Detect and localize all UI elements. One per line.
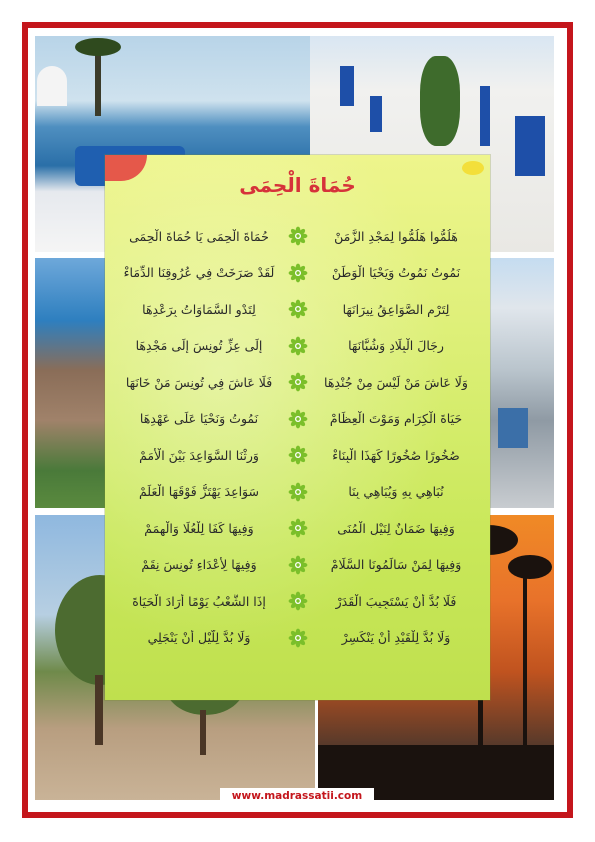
verse-row bbox=[113, 510, 482, 547]
photo-rocky-coast bbox=[35, 258, 110, 508]
verse-second-hemistich: نُبَاهِي بِهِ وَيُبَاهِي بِنَا bbox=[348, 484, 444, 500]
flower-separator-icon bbox=[286, 407, 310, 431]
verse-first-hemistich: وَفِيهَا كَفَا لِلْعُلَا وَالْهِمَمْ bbox=[144, 520, 254, 536]
verse-first-hemistich: وَرِثْنَا السَّوَاعِدَ بَيْنَ الْأُمَمْ bbox=[139, 447, 259, 463]
verse-second-hemistich: هَلُمُّوا هَلُمُّوا لِمَجْدِ الزَّمَنْ bbox=[334, 228, 458, 244]
verse-row bbox=[113, 401, 482, 438]
verse-second-hemistich: صُخُورًا صُخُورًا كَهَذَا الْبِنَاءْ bbox=[332, 447, 460, 463]
verse-second-hemistich: وَلَا عَاشَ مَنْ لَيْسَ مِنْ جُنْدِهَا bbox=[324, 374, 468, 390]
verse-second-hemistich: فَلَا بُدَّ أَنْ يَسْتَجِيبَ الْقَدَرْ bbox=[335, 593, 457, 609]
flower-separator-icon bbox=[286, 626, 310, 650]
poem-title: حُمَاةَ الْحِمَى bbox=[239, 173, 356, 197]
verse-row bbox=[113, 547, 482, 584]
verse-first-hemistich: لِتَدْوِ السَّمَاوَاتُ بِرَعْدِهَا bbox=[142, 301, 256, 317]
verse-row bbox=[113, 328, 482, 365]
verse-second-hemistich: لِتَرْمِ الصَّوَاعِقُ نِيرَانَهَا bbox=[342, 301, 450, 317]
verse-first-hemistich: وَلَا بُدَّ لِلَّيْلِ أَنْ يَنْجَلِي bbox=[147, 630, 251, 646]
verse-second-hemistich: وَلَا بُدَّ لِلْقَيْدِ أَنْ يَنْكَسِرْ bbox=[341, 630, 451, 646]
verse-first-hemistich: نَمُوتُ وَنَحْيَا عَلَى عَهْدِهَا bbox=[139, 411, 259, 427]
flower-separator-icon bbox=[286, 224, 310, 248]
flower-separator-icon bbox=[286, 589, 310, 613]
flower-separator-icon bbox=[286, 443, 310, 467]
verse-row bbox=[113, 437, 482, 474]
verse-second-hemistich: حَيَاةَ الْكِرَامِ وَمَوْتَ الْعِظَامْ bbox=[329, 411, 463, 427]
verse-first-hemistich: سَوَاعِدَ يَهْتَزُّ فَوْقَهَا الْعَلَمْ bbox=[138, 484, 259, 500]
flower-separator-icon bbox=[286, 297, 310, 321]
verse-second-hemistich: رِجَالَ الْبِلَادِ وَشُبَّانَهَا bbox=[348, 338, 444, 354]
verse-second-hemistich: وَفِيهَا ضَمَانٌ لِنَيْلِ الْمُنَى bbox=[337, 520, 455, 536]
verse-row bbox=[113, 291, 482, 328]
verse-first-hemistich: وَفِيهَا لِأَعْدَاءِ تُونِسَ نِقَمْ bbox=[141, 557, 257, 573]
verse-row bbox=[113, 620, 482, 657]
verse-second-hemistich: وَفِيهَا لِمَنْ سَالَمُونَا السَّلَامْ bbox=[330, 557, 462, 573]
poem-verses bbox=[113, 218, 482, 656]
poem-panel bbox=[105, 155, 490, 700]
flower-separator-icon bbox=[286, 480, 310, 504]
verse-row bbox=[113, 583, 482, 620]
verse-row bbox=[113, 218, 482, 255]
verse-first-hemistich: إِلَى عِزِّ تُونِسَ إِلَى مَجْدِهَا bbox=[135, 338, 263, 354]
website-link[interactable]: www.madrassatii.com bbox=[220, 788, 374, 804]
photo-arch-building bbox=[490, 258, 554, 508]
verse-row bbox=[113, 364, 482, 401]
verse-second-hemistich: نَمُوتُ نَمُوتُ وَيَحْيَا الْوَطَنْ bbox=[331, 265, 461, 281]
verse-first-hemistich: فَلَا عَاشَ فِي تُونِسَ مَنْ خَانَهَا bbox=[125, 374, 273, 390]
flower-separator-icon bbox=[286, 370, 310, 394]
flower-separator-icon bbox=[286, 334, 310, 358]
verse-first-hemistich: حُمَاةَ الْحِمَى يَا حُمَاةَ الْحِمَى bbox=[129, 228, 269, 244]
flower-separator-icon bbox=[286, 553, 310, 577]
flower-separator-icon bbox=[286, 261, 310, 285]
verse-first-hemistich: لَقَدْ صَرَخَتْ فِي عُرُوقِنَا الدِّمَاءْ bbox=[123, 265, 275, 281]
flower-separator-icon bbox=[286, 516, 310, 540]
verse-row bbox=[113, 255, 482, 292]
verse-first-hemistich: إِذَا الشَّعْبُ يَوْمًا أَرَادَ الْحَيَاةَ bbox=[132, 593, 266, 609]
verse-row bbox=[113, 474, 482, 511]
